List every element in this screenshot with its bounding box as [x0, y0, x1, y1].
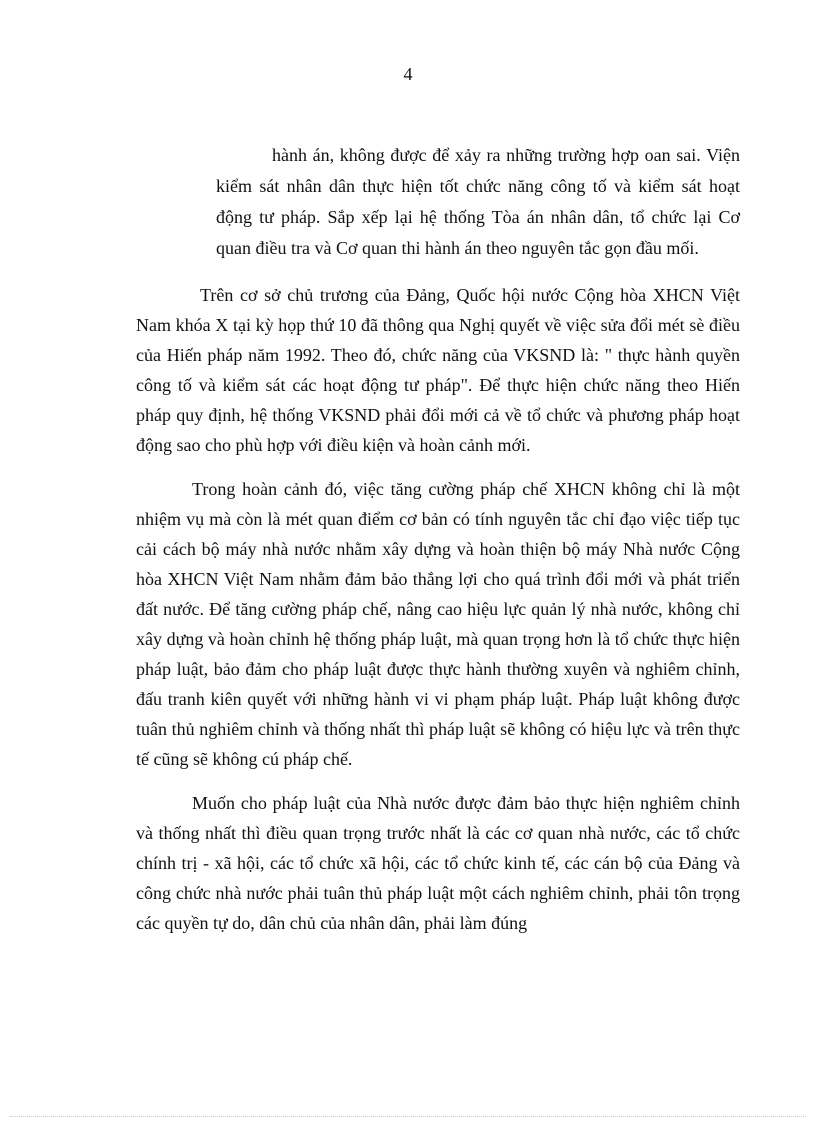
- paragraph-2: Trong hoàn cảnh đó, việc tăng cường pháp chế XHCN không chỉ là một nhiệm vụ mà còn là mét quan điểm cơ bản có tính nguyên tắc chỉ đạo việc tiếp tục cải cách bộ máy nhà nước nhằm xây dựng và hoàn thiện bộ máy Nhà nước Cộng hòa XHCN Việt Nam nhằm đảm bảo thắng lợi cho quá trình đổi mới và phát triển đất nước. Để tăng cường pháp chế, nâng cao hiệu lực quản lý nhà nước, không chỉ xây dựng và hoàn chỉnh hệ thống pháp luật, mà quan trọng hơn là tổ chức thực hiện pháp luật, bảo đảm cho pháp luật được thực hành thường xuyên và nghiêm chỉnh, đấu tranh kiên quyết với những hành vi vi phạm pháp luật. Pháp luật không được tuân thủ nghiêm chỉnh và thống nhất thì pháp luật sẽ không có hiệu lực và trên thực tế cũng sẽ không cú pháp chế.: [136, 479, 740, 769]
- quote-text: hành án, không được để xảy ra những trường hợp oan sai. Viện kiểm sát nhân dân thực hiện tốt chức năng công tố và kiểm sát hoạt động tư pháp. Sắp xếp lại hệ thống Tòa án nhân dân, tổ chức lại Cơ quan điều tra và Cơ quan thi hành án theo nguyên tắc gọn đầu mối.: [216, 145, 740, 258]
- indented-quote-block: [216, 140, 740, 264]
- page-bottom-border: [10, 1116, 806, 1117]
- paragraph-1: Trên cơ sở chủ trương của Đảng, Quốc hội nước Cộng hòa XHCN Việt Nam khóa X tại kỳ họp thứ 10 đã thông qua Nghị quyết về việc sửa đổi mét sè điều của Hiến pháp năm 1992. Theo đó, chức năng của VKSND là: " thực hành quyền công tố và kiểm sát các hoạt động tư pháp". Để thực hiện chức năng theo Hiến pháp quy định, hệ thống VKSND phải đổi mới cả về tổ chức và phương pháp hoạt động sao cho phù hợp với điều kiện và hoàn cảnh mới.: [136, 285, 740, 455]
- document-body: [136, 140, 740, 952]
- page-number: 4: [403, 64, 413, 84]
- paragraph-3: Muốn cho pháp luật của Nhà nước được đảm bảo thực hiện nghiêm chỉnh và thống nhất thì điều quan trọng trước nhất là các cơ quan nhà nước, các tổ chức chính trị - xã hội, các tổ chức xã hội, các tổ chức kinh tế, các cán bộ của Đảng và công chức nhà nước phải tuân thủ pháp luật một cách nghiêm chỉnh, phải tôn trọng các quyền tự do, dân chủ của nhân dân, phải làm đúng: [136, 793, 740, 933]
